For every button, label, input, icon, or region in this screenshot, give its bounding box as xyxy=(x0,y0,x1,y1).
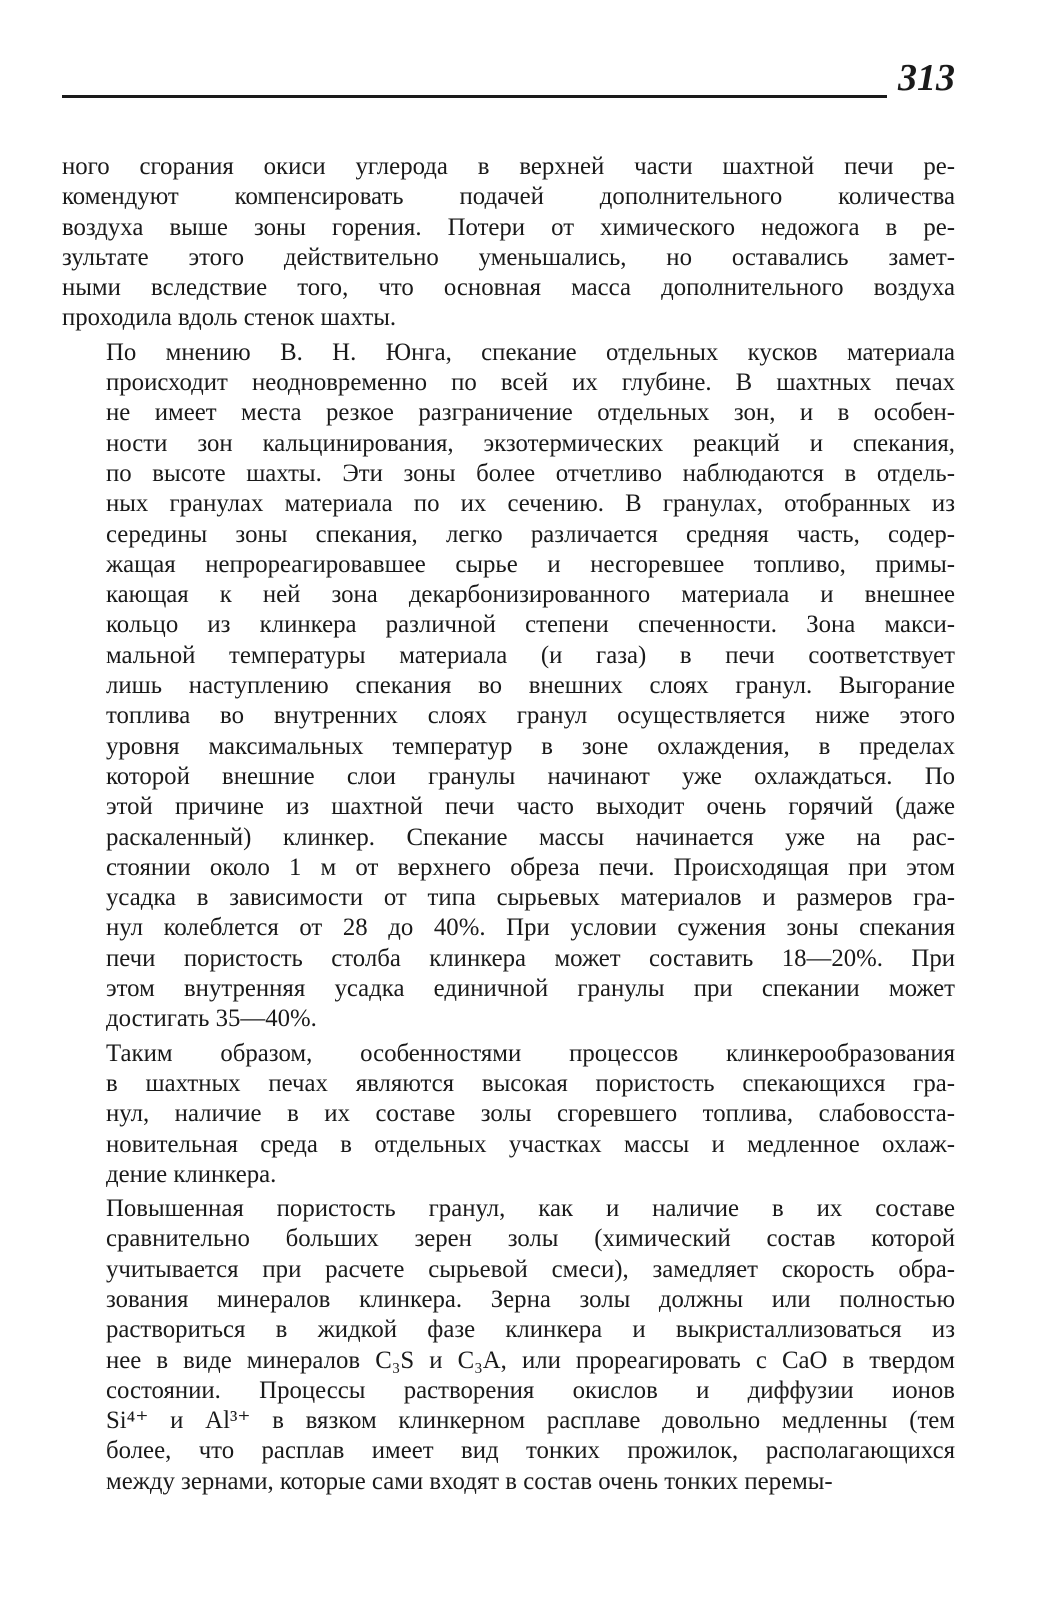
text-line: усадка в зависимости от типа сырьевых материалов и размеров гра- xyxy=(106,884,955,912)
text-line: достигать 35—40%. xyxy=(106,1005,317,1033)
text-line: происходит неодновременно по всей их глубине. В шахтных печах xyxy=(106,369,955,397)
text-line: по высоте шахты. Эти зоны более отчетливо наблюдаются в отдель- xyxy=(106,459,955,487)
paragraph xyxy=(62,1039,955,1190)
text-line: не имеет места резкое разграничение отдельных зон, и в особен- xyxy=(106,399,955,427)
paragraph xyxy=(62,338,955,1035)
text-line: топлива во внутренних слоях гранул осуществляется ниже этого xyxy=(106,702,955,730)
book-page xyxy=(62,52,955,1497)
text-line: Si⁴⁺ и Al³⁺ в вязком клинкерном расплаве довольно медленны (тем xyxy=(106,1407,955,1435)
text-line: этом внутренняя усадка единичной гранулы при спекании может xyxy=(106,975,955,1003)
text-line: дение клинкера. xyxy=(106,1160,277,1188)
text-line: более, что расплав имеет вид тонких прожилок, располагающихся xyxy=(106,1437,955,1465)
text-line: печи пористость столба клинкера может составить 18—20%. При xyxy=(106,944,955,972)
text-line: между зернами, которые сами входят в состав очень тонких перемы- xyxy=(106,1467,833,1495)
text-line: новительная среда в отдельных участках массы и медленное охлаж- xyxy=(106,1130,955,1158)
text-line: нул, наличие в их составе золы сгоревшего топлива, слабовосста- xyxy=(106,1100,955,1128)
text-line: лишь наступлению спекания во внешних слоях гранул. Выгорание xyxy=(106,672,955,700)
text-line: проходила вдоль стенок шахты. xyxy=(62,304,397,332)
text-line: нул колеблется от 28 до 40%. При условии сужения зоны спекания xyxy=(106,914,955,942)
text-line: раствориться в жидкой фазе клинкера и выкристаллизоваться из xyxy=(106,1316,955,1344)
text-line: сравнительно больших зерен золы (химический состав которой xyxy=(106,1225,955,1253)
header-rule xyxy=(62,95,887,98)
text-line: этой причине из шахтной печи часто выходит очень горячий (даже xyxy=(106,793,955,821)
text-line: кольцо из клинкера различной степени спеченности. Зона макси- xyxy=(106,611,955,639)
text-line: мальной температуры материала (и газа) в печи соответствует xyxy=(106,641,955,669)
text-line: ными вследствие того, что основная масса дополнительного воздуха xyxy=(62,274,955,302)
page-header xyxy=(62,52,955,100)
paragraph xyxy=(62,152,955,334)
text-line: жащая непрореагировавшее сырье и несгоревшее топливо, примы- xyxy=(106,550,955,578)
text-line: зультате этого действительно уменьшались, но оставались замет- xyxy=(62,243,955,271)
text-line: которой внешние слои гранулы начинают уже охлаждаться. По xyxy=(106,762,955,790)
text-line: в шахтных печах являются высокая пористость спекающихся гра- xyxy=(106,1069,955,1097)
text-line: ных гранулах материала по их сечению. В гранулах, отобранных из xyxy=(106,490,955,518)
text-line: уровня максимальных температур в зоне охлаждения, в пределах xyxy=(106,732,955,760)
paragraph xyxy=(62,1194,955,1497)
text-line: состоянии. Процессы растворения окислов и диффузии ионов xyxy=(106,1376,955,1404)
text-line: воздуха выше зоны горения. Потери от химического недожога в ре- xyxy=(62,213,955,241)
text-line: раскаленный) клинкер. Спекание массы начинается уже на рас- xyxy=(106,823,955,851)
text-line: середины зоны спекания, легко различается средняя часть, содер- xyxy=(106,520,955,548)
text-line: зования минералов клинкера. Зерна золы должны или полностью xyxy=(106,1285,955,1313)
text-line: кающая к ней зона декарбонизированного материала и внешнее xyxy=(106,581,955,609)
text-line: учитывается при расчете сырьевой смеси), замедляет скорость обра- xyxy=(106,1255,955,1283)
text-line: ного сгорания окиси углерода в верхней части шахтной печи ре- xyxy=(62,153,955,180)
text-line: По мнению В. Н. Юнга, спекание отдельных кусков материала xyxy=(106,338,955,366)
text-line: комендуют компенсировать подачей дополнительного количества xyxy=(62,183,955,211)
text-line: Таким образом, особенностями процессов клинкерообразования xyxy=(106,1039,955,1067)
text-line: Повышенная пористость гранул, как и наличие в их составе xyxy=(106,1195,955,1223)
page-number: 313 xyxy=(898,57,955,99)
text-line: стоянии около 1 м от верхнего обреза печи. Происходящая при этом xyxy=(106,853,955,881)
text-line: нее в виде минералов C₃S и C₃A, или прореагировать с CaO в твердом xyxy=(106,1346,955,1374)
body-text xyxy=(62,152,955,1497)
text-line: ности зон кальцинирования, экзотермических реакций и спекания, xyxy=(106,429,955,457)
